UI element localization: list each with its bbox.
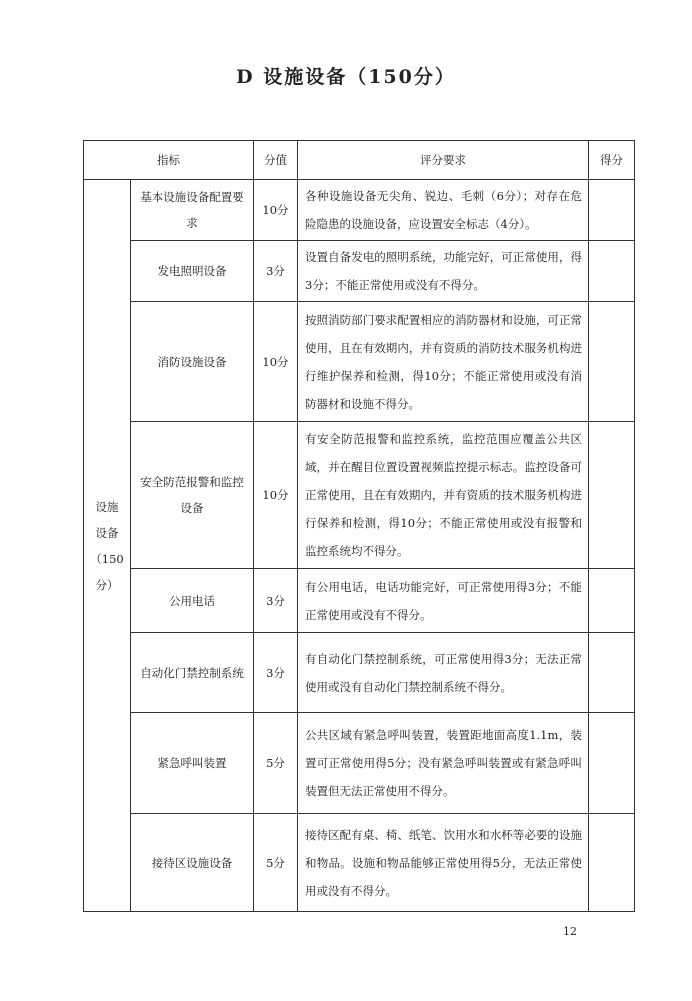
table-header-row	[84, 141, 635, 180]
category-line: （150	[90, 551, 124, 566]
table-row	[84, 713, 635, 814]
requirement-cell: 设置自备发电的照明系统，功能完好，可正常使用，得3分；不能正常使用或没有不得分。	[298, 241, 589, 302]
score-cell: 10分	[254, 422, 298, 569]
page-number: 12	[563, 925, 577, 938]
table-row	[84, 633, 635, 713]
page-title: D 设施设备（150分）	[236, 66, 456, 88]
obtained-cell[interactable]	[589, 422, 635, 569]
obtained-cell[interactable]	[589, 814, 635, 912]
requirement-cell: 接待区配有桌、椅、纸笔、饮用水和水杯等必要的设施和物品。设施和物品能够正常使用得5分，无法正常使用或没有不得分。	[298, 814, 589, 912]
obtained-cell[interactable]	[589, 180, 635, 241]
table-row	[84, 180, 635, 241]
table-row	[84, 422, 635, 569]
indicator-cell: 基本设施设备配置要求	[131, 180, 254, 241]
header-obtained: 得分	[589, 141, 635, 180]
obtained-cell[interactable]	[589, 302, 635, 422]
table-row	[84, 569, 635, 633]
indicator-cell: 发电照明设备	[131, 241, 254, 302]
header-requirements: 评分要求	[298, 141, 589, 180]
score-cell: 3分	[254, 569, 298, 633]
indicator-cell: 自动化门禁控制系统	[131, 633, 254, 713]
obtained-cell[interactable]	[589, 713, 635, 814]
score-cell: 10分	[254, 180, 298, 241]
header-indicator: 指标	[84, 141, 254, 180]
table-row	[84, 302, 635, 422]
indicator-cell: 安全防范报警和监控设备	[131, 422, 254, 569]
indicator-cell: 公用电话	[131, 569, 254, 633]
category-line: 分）	[95, 577, 119, 592]
category-line: 设备	[95, 525, 119, 540]
obtained-cell[interactable]	[589, 241, 635, 302]
requirement-cell: 有公用电话，电话功能完好，可正常使用得3分；不能正常使用或没有不得分。	[298, 569, 589, 633]
indicator-cell: 接待区设施设备	[131, 814, 254, 912]
requirement-cell: 各种设施设备无尖角、锐边、毛刺（6分）；对存在危险隐患的设施设备，应设置安全标志（4分）。	[298, 180, 589, 241]
category-cell	[84, 180, 131, 912]
category-line: 设施	[95, 499, 119, 514]
score-cell: 3分	[254, 633, 298, 713]
requirement-cell: 公共区域有紧急呼叫装置，装置距地面高度1.1m，装置可正常使用得5分；没有紧急呼叫装置或有紧急呼叫装置但无法正常使用不得分。	[298, 713, 589, 814]
requirement-cell: 按照消防部门要求配置相应的消防器材和设施，可正常使用，且在有效期内，并有资质的消防技术服务机构进行维护保养和检测，得10分；不能正常使用或没有消防器材和设施不得分。	[298, 302, 589, 422]
obtained-cell[interactable]	[589, 633, 635, 713]
score-cell: 3分	[254, 241, 298, 302]
requirement-cell: 有安全防范报警和监控系统，监控范围应覆盖公共区域，并在醒目位置设置视频监控提示标志。监控设备可正常使用，且在有效期内，并有资质的技术服务机构进行保养和检测，得10分；不能正常使用或没有报警和监控系统均不得分。	[298, 422, 589, 569]
table-row	[84, 814, 635, 912]
score-cell: 5分	[254, 814, 298, 912]
indicator-cell: 消防设施设备	[131, 302, 254, 422]
indicator-cell: 紧急呼叫装置	[131, 713, 254, 814]
header-score: 分值	[254, 141, 298, 180]
requirement-cell: 有自动化门禁控制系统，可正常使用得3分；无法正常使用或没有自动化门禁控制系统不得分。	[298, 633, 589, 713]
scoring-table	[83, 140, 635, 912]
obtained-cell[interactable]	[589, 569, 635, 633]
table-row	[84, 241, 635, 302]
score-cell: 5分	[254, 713, 298, 814]
score-cell: 10分	[254, 302, 298, 422]
